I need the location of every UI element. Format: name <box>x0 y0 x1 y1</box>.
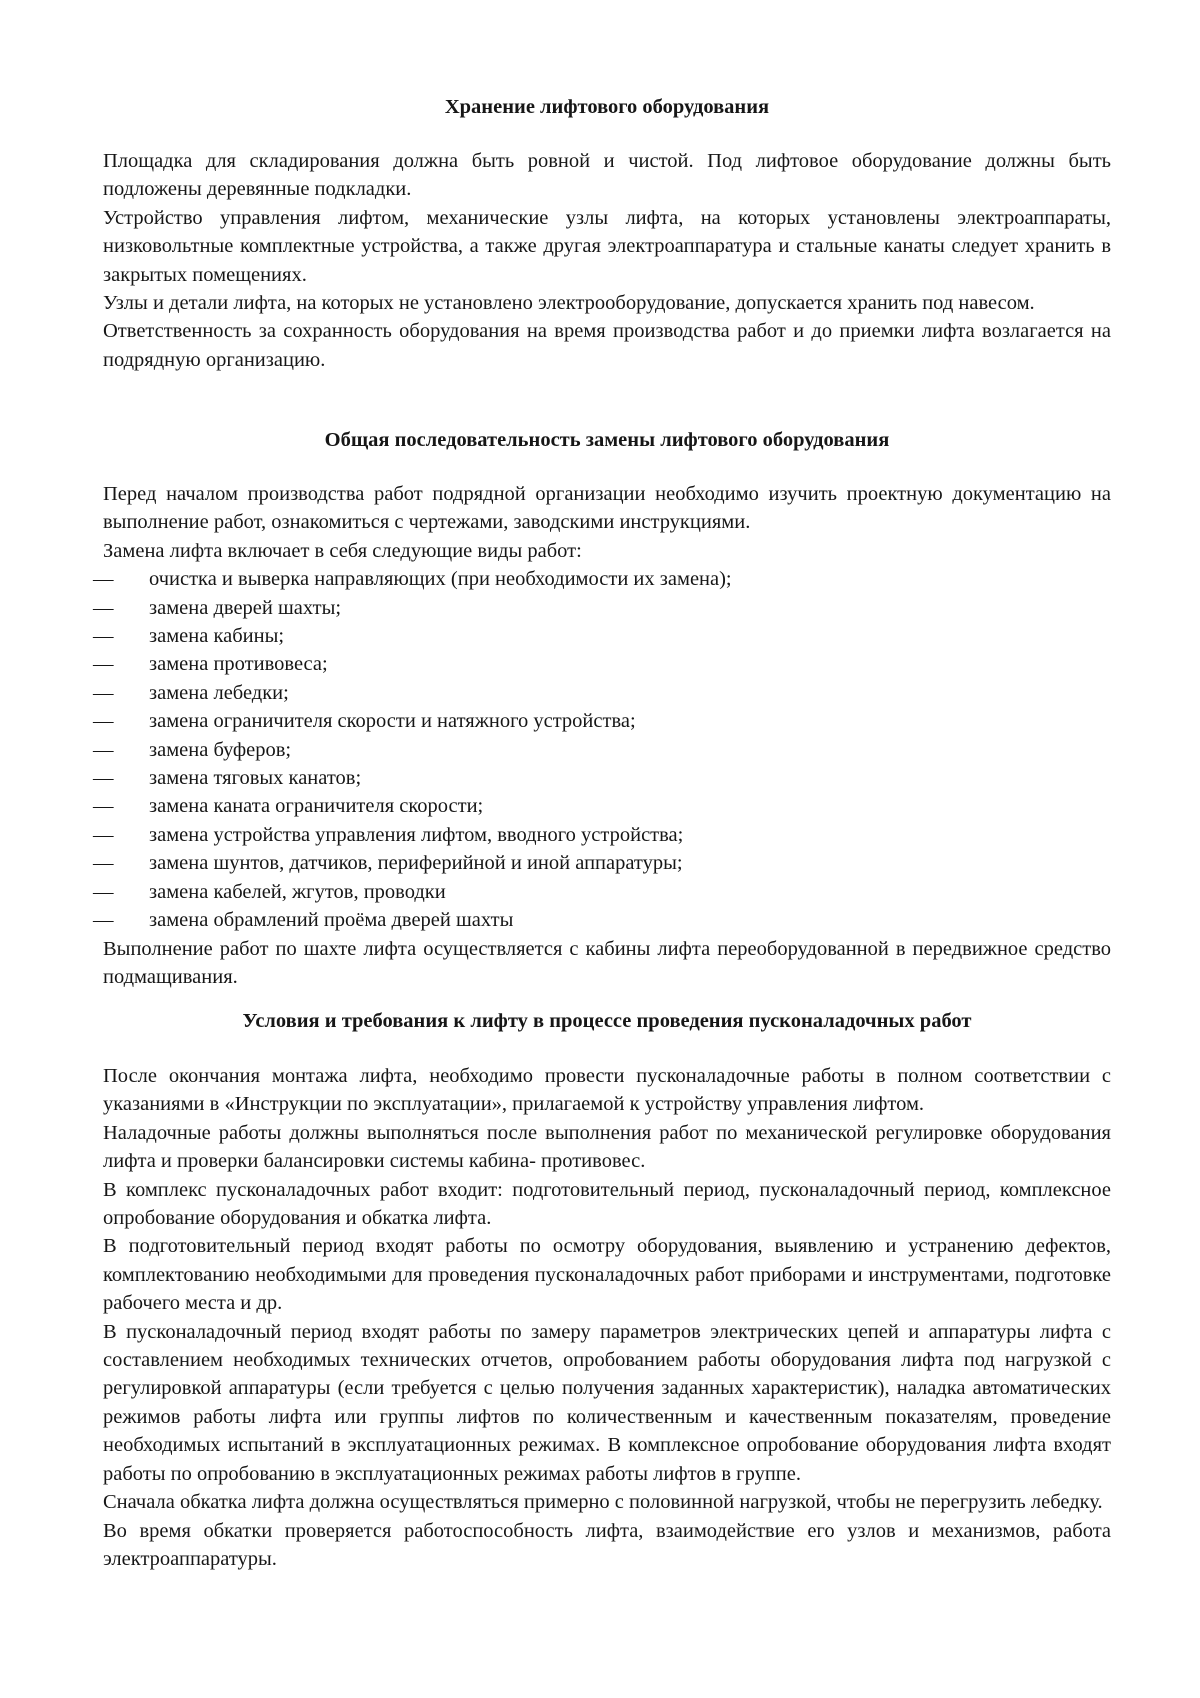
list-item-text: замена ограничителя скорости и натяжного устройства; <box>149 710 636 733</box>
list-marker: — <box>93 880 114 903</box>
paragraph: Площадка для складирования должна быть ровной и чистой. Под лифтовое оборудование должны быть подложены деревянные подкладки. <box>103 150 1111 201</box>
paragraph: Узлы и детали лифта, на которых не установлено электрооборудование, допускается хранить под навесом. <box>103 292 1035 315</box>
list-item <box>93 821 1111 849</box>
list-item-text: замена кабины; <box>149 625 285 648</box>
list-item <box>93 622 1111 650</box>
list-marker: — <box>93 568 114 591</box>
list-item <box>93 594 1111 622</box>
paragraph: В подготовительный период входят работы по осмотру оборудования, выявлению и устранению дефектов, комплектованию необходимыми для проведения пусконаладочных работ приборами и инструментами, подготовке рабочего места и др. <box>103 1235 1111 1315</box>
list-item <box>93 764 1111 792</box>
paragraph: Во время обкатки проверяется работоспособность лифта, взаимодействие его узлов и механизмов, работа электроаппаратуры. <box>103 1519 1111 1570</box>
list-item-text: очистка и выверка направляющих (при необходимости их замена); <box>149 568 732 591</box>
section-heading-replacement: Общая последовательность замены лифтового оборудования <box>324 429 890 451</box>
list-marker: — <box>93 710 114 733</box>
list-marker: — <box>93 653 114 676</box>
paragraph: Наладочные работы должны выполняться после выполнения работ по механической регулировке оборудования лифта и проверки балансировки системы кабина- противовес. <box>103 1121 1111 1173</box>
list-item <box>93 792 1111 820</box>
list-item <box>93 707 1111 735</box>
list-item-text: замена лебедки; <box>149 681 289 704</box>
list-marker: — <box>93 738 114 761</box>
list-item <box>93 906 1111 934</box>
list-item-text: замена буферов; <box>149 738 292 761</box>
list-marker: — <box>93 823 114 846</box>
paragraph: Перед началом производства работ подрядной организации необходимо изучить проектную документацию на выполнение работ, ознакомиться с чертежами, заводскими инструкциями. <box>103 483 1111 534</box>
list-item <box>93 679 1111 707</box>
list-item-text: замена дверей шахты; <box>149 596 342 619</box>
works-list <box>93 565 1111 934</box>
paragraph: Замена лифта включает в себя следующие виды работ: <box>103 539 582 562</box>
list-item-text: замена тяговых канатов; <box>149 767 362 790</box>
paragraph: В пусконаладочный период входят работы по замеру параметров электрических цепей и аппаратуры лифта с составлением необходимых технических отчетов, опробованием работы оборудования лифта под нагрузкой с регулировкой аппаратуры (если требуется с целью получения заданных характеристик), наладка автоматических режимов работы лифта или группы лифтов по количественным и качественным показателям, проведение необходимых испытаний в эксплуатационных режимах. В комплексное опробование оборудования лифта входят работы по опробованию в эксплуатационных режимах работы лифтов в группе. <box>103 1320 1111 1485</box>
list-item <box>93 878 1111 906</box>
paragraph: Сначала обкатка лифта должна осуществляться примерно с половинной нагрузкой, чтобы не перегрузить лебедку. <box>103 1491 1103 1514</box>
list-marker: — <box>93 909 114 932</box>
list-item <box>93 650 1111 678</box>
list-marker: — <box>93 681 114 704</box>
list-marker: — <box>93 625 114 648</box>
paragraph: В комплекс пусконаладочных работ входит: подготовительный период, пусконаладочный период, комплексное опробование оборудования и обкатка лифта. <box>103 1178 1111 1230</box>
list-item-text: замена кабелей, жгутов, проводки <box>149 880 446 903</box>
section-heading-storage: Хранение лифтового оборудования <box>444 96 770 118</box>
section-body-storage <box>103 147 1111 374</box>
list-marker: — <box>93 596 114 619</box>
section-body-replacement <box>93 480 1111 991</box>
paragraph: Ответственность за сохранность оборудования на время производства работ и до приемки лифта возлагается на подрядную организацию. <box>103 320 1111 371</box>
list-marker: — <box>93 795 114 818</box>
list-item-text: замена каната ограничителя скорости; <box>149 795 484 818</box>
paragraph: Устройство управления лифтом, механические узлы лифта, на которых установлены электроаппараты, низковольтные комплектные устройства, а также другая электроаппаратура и стальные канаты следует хранить в закрытых помещениях. <box>103 206 1111 286</box>
list-item-text: замена обрамлений проёма дверей шахты <box>149 909 514 932</box>
list-item-text: замена устройства управления лифтом, вводного устройства; <box>149 823 684 846</box>
list-marker: — <box>93 767 114 790</box>
list-item <box>93 736 1111 764</box>
list-item <box>93 849 1111 877</box>
list-marker: — <box>93 852 114 875</box>
list-item <box>93 565 1111 593</box>
section-body-commissioning <box>103 1062 1111 1573</box>
paragraph: Выполнение работ по шахте лифта осуществляется с кабины лифта переоборудованной в передвижное средство подмащивания. <box>103 937 1111 988</box>
list-item-text: замена противовеса; <box>149 653 328 676</box>
paragraph: После окончания монтажа лифта, необходимо провести пусконаладочные работы в полном соответствии с указаниями в «Инструкции по эксплуатации», прилагаемой к устройству управления лифтом. <box>103 1065 1111 1116</box>
list-item-text: замена шунтов, датчиков, периферийной и иной аппаратуры; <box>149 852 683 875</box>
section-heading-commissioning: Условия и требования к лифту в процессе проведения пусконаладочных работ <box>242 1010 972 1032</box>
